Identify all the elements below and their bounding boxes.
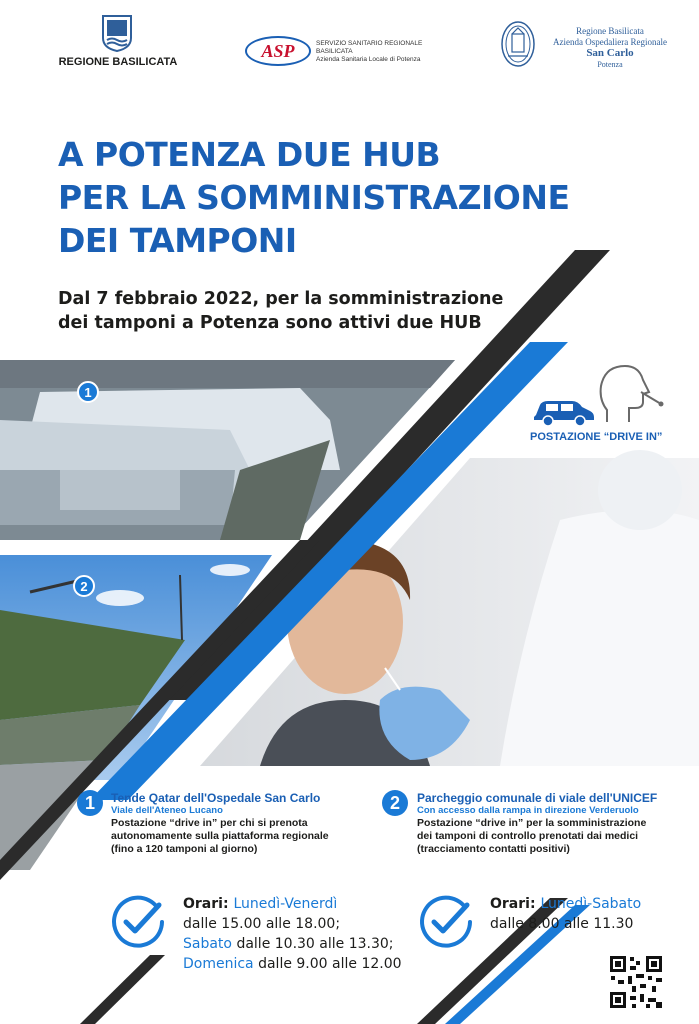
location-1	[111, 791, 391, 856]
title-line-1: A POTENZA DUE HUB	[58, 135, 441, 174]
hours-hub-2	[490, 894, 690, 934]
hours-hub-1	[183, 894, 433, 974]
location-1-desc-1: Postazione “drive in” per chi si prenota	[111, 817, 308, 829]
san-carlo-line-2: Azienda Ospedaliera Regionale	[553, 37, 667, 47]
hours-1-time1: dalle 15.00 alle 18.00;	[183, 916, 341, 932]
san-carlo-line-3: San Carlo	[586, 47, 634, 59]
hours-2-days1: Lunedì-Sabato	[540, 896, 642, 912]
regione-basilicata-label: REGIONE BASILICATA	[58, 56, 178, 68]
swab-head-icon	[595, 362, 665, 424]
asp-line-1: SERVIZIO SANITARIO REGIONALE	[316, 40, 423, 47]
location-2	[417, 791, 697, 856]
subheadline-line-1: Dal 7 febbraio 2022, per la somministrazione	[58, 289, 504, 309]
hours-1-line-4	[183, 954, 433, 974]
asp-logo-text: ASP	[261, 40, 295, 61]
clock-check-icon-2	[417, 893, 475, 951]
hours-1-time3: dalle 9.00 alle 12.00	[258, 956, 402, 972]
asp-line-3: Azienda Sanitaria Locale di Potenza	[316, 56, 421, 63]
location-1-title: Tende Qatar dell'Ospedale San Carlo	[111, 791, 321, 805]
san-carlo-line-1: Regione Basilicata	[576, 26, 644, 36]
hours-2-label: Orari	[490, 896, 530, 912]
location-1-desc-2: autonomamente sulla piattaforma regionale	[111, 830, 329, 842]
location-1-number: 1	[77, 790, 103, 816]
location-2-subtitle: Con accesso dalla rampa in direzione Verderuolo	[417, 805, 639, 816]
drive-in-label: POSTAZIONE “DRIVE IN”	[530, 431, 663, 443]
san-carlo-line-4: Potenza	[597, 60, 623, 69]
hours-1-days1: Lunedì-Venerdì	[233, 896, 338, 912]
hours-1-time2: dalle 10.30 alle 13.30;	[236, 936, 394, 952]
location-1-desc-3: (fino a 120 tamponi al giorno)	[111, 843, 258, 855]
location-2-title: Parcheggio comunale di viale dell'UNICEF	[417, 791, 658, 805]
location-2-desc-3: (tracciamento contatti positivi)	[417, 843, 570, 855]
photo-badge-1: 1	[77, 381, 99, 403]
car-icon	[532, 393, 596, 427]
location-2-number: 2	[382, 790, 408, 816]
hours-1-label: Orari	[183, 896, 223, 912]
asp-line-2: BASILICATA	[316, 48, 353, 55]
hours-1-days2: Sabato	[183, 936, 232, 952]
clock-check-icon	[109, 893, 167, 951]
hours-1-line-1: Orari: Lunedì-Venerdì	[183, 896, 338, 912]
title-line-3: DEI TAMPONI	[58, 221, 297, 260]
hours-2-line-1: Orari: Lunedì-Sabato	[490, 896, 642, 912]
hours-1-days3: Domenica	[183, 956, 254, 972]
subheadline-line-2: dei tamponi a Potenza sono attivi due HUB	[58, 313, 482, 333]
hours-1-line-3	[183, 934, 433, 954]
dark-stripe-bottom-left	[80, 955, 165, 1024]
title-line-2: PER LA SOMMINISTRAZIONE	[58, 178, 570, 217]
location-1-subtitle: Viale dell'Ateneo Lucano	[111, 805, 223, 816]
location-2-desc-1: Postazione “drive in” per la somministrazione	[417, 817, 647, 829]
hours-2-time1: dalle 8.00 alle 11.30	[490, 916, 634, 932]
photo-badge-2: 2	[73, 575, 95, 597]
qr-code[interactable]	[608, 954, 664, 1010]
location-2-desc-2: dei tamponi di controllo prenotati dai medici	[417, 830, 639, 842]
